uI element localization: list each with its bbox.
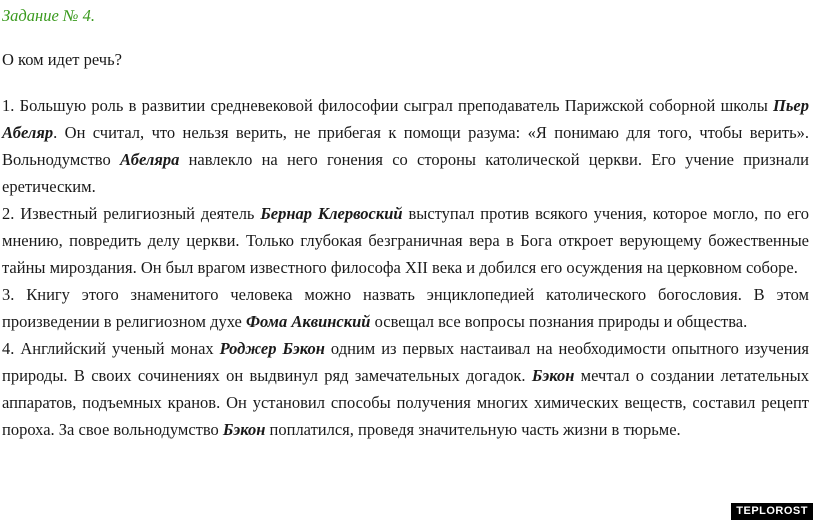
- text-run: 1. Большую роль в развитии средневековой философии сыграл преподаватель Парижской соборной школы: [2, 96, 774, 115]
- person-name: Бернар Клервоский: [260, 204, 403, 223]
- person-name: Пьер Абеляр: [2, 96, 809, 142]
- text-run: 3. Книгу этого знаменитого человека можно назвать энциклопедией католического богословия. В этом произведении в религиозном духе: [2, 285, 809, 331]
- person-name: Фома Аквинский: [246, 312, 371, 331]
- paragraph-item: [2, 200, 809, 281]
- text-run: освещал все вопросы познания природы и общества.: [370, 312, 748, 331]
- text-run: 2. Известный религиозный деятель: [2, 204, 261, 223]
- text-run: одним из первых настаивал на необходимости опытного изучения природы. В своих сочинениях он выдвинул ряд замечательных догадок.: [2, 339, 809, 385]
- person-name: Бэкон: [222, 420, 266, 439]
- person-name: Роджер Бэкон: [219, 339, 325, 358]
- person-name: Абеляра: [119, 150, 180, 169]
- text-run: выступал против всякого учения, которое могло, по его мнению, повредить делу церкви. Только глубокая безграничная вера в Бога откроет верующему божественные тайны мироздания. Он был врагом известного философа XII века и добился его осуждения на церковном соборе.: [2, 204, 809, 277]
- paragraph-item: [2, 281, 809, 335]
- text-run: мечтал о создании летательных аппаратов, подъемных кранов. Он установил способы получения многих химических веществ, составил рецепт пороха. За свое вольнодумство: [2, 366, 809, 439]
- task-body: [2, 92, 809, 443]
- text-run: поплатился, проведя значительную часть жизни в тюрьме.: [265, 420, 681, 439]
- question-text: О ком идет речь?: [2, 50, 122, 69]
- text-run: 4. Английский ученый монах: [2, 339, 220, 358]
- text-run: . Он считал, что нельзя верить, не прибегая к помощи разума: «Я понимаю для того, чтобы верить». Вольнодумство: [2, 123, 809, 169]
- person-name: Бэкон: [531, 366, 575, 385]
- text-run: навлекло на него гонения со стороны католической церкви. Его учение признали еретическим.: [2, 150, 809, 196]
- site-watermark: TEPLOROST: [731, 503, 813, 520]
- task-title: Задание № 4.: [2, 6, 95, 25]
- paragraph-item: [2, 335, 809, 443]
- paragraph-item: [2, 92, 809, 200]
